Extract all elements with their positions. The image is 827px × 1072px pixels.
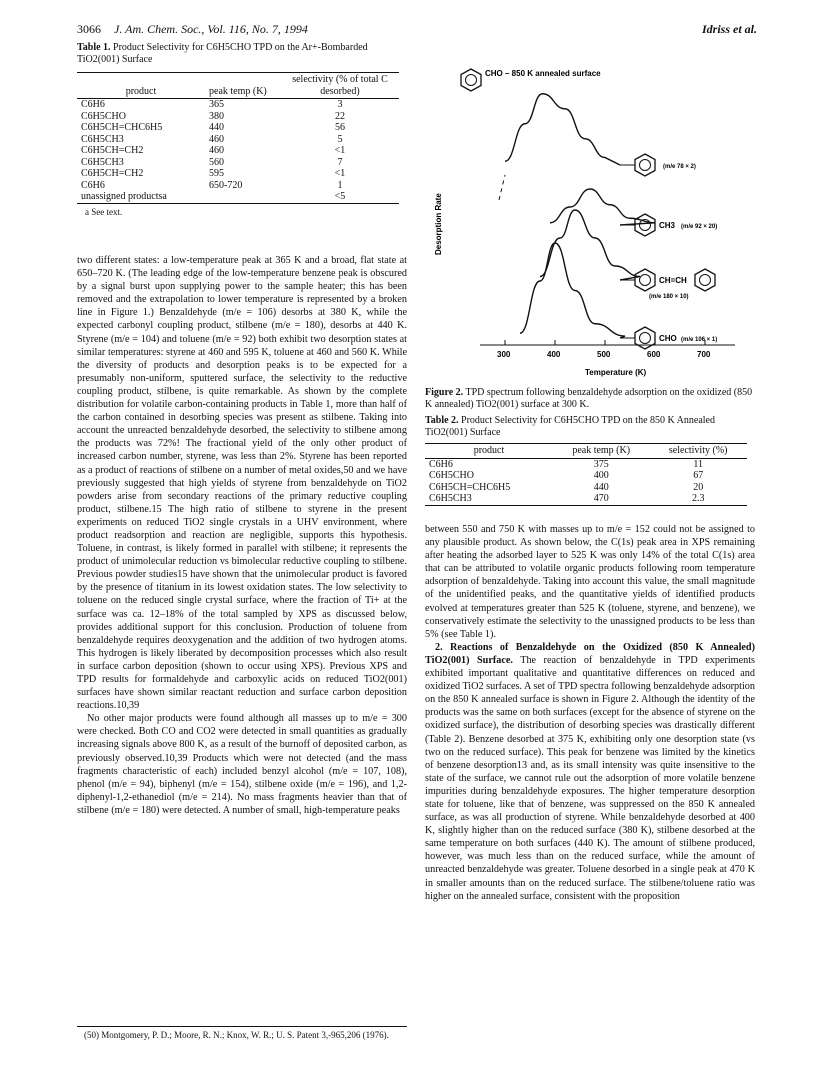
table-2-header-selectivity: selectivity (%) bbox=[668, 445, 728, 456]
trace-layer bbox=[499, 94, 655, 338]
journal-citation: J. Am. Chem. Soc., Vol. 116, No. 7, 1994 bbox=[114, 22, 308, 36]
benzene-ring-icon bbox=[635, 214, 655, 236]
trace-scale-label: (m/e 180 × 10) bbox=[649, 294, 689, 300]
table-1-cell: <1 bbox=[334, 145, 346, 156]
trace-scale-label: (m/e 78 × 2) bbox=[663, 164, 696, 170]
tpd-trace bbox=[520, 243, 625, 338]
table-1-caption bbox=[77, 42, 407, 66]
table-2-cell: 11 bbox=[693, 458, 704, 470]
table-1-row bbox=[77, 191, 399, 203]
left-paragraph-1: two different states: a low-temperature peak at 365 K and a broad, flat state at 650–720 K. (The leading edge of the low-temperature benzene peak is obscured by a signal burst upon supplying power to the sample heater; this has been removed and the extrapolation to lower temperature is represented by a broken line in Figure 1.) Benzaldehyde (m/e = 106) desorbs at 380 K, while the expected carbonyl coupling product, stilbene (m/e = 180), desorbs at 440 K. Styrene (m/e = 104) and toluene (m/e = 92) both exhibit two desorption states at similar temperatures: styrene at 460 and 595 K, toluene at 460 and 560 K. While the diversity of products and desorption peaks is to be expected for a presumably non-uniform, sputtered surface, the selectivity to the reductive coupling product, stilbene, is quite remarkable. As shown by the complete distribution for volatile carbon-containing products in Table 1, more than half of the carbon contained in desorbing species was present as stilbene. Taking into account the unreacted benzaldehyde desorbed, the selectivity to stilbene among the products was 72%! The fractional yield of the only other product of increased carbon number, styrene, was less than 2%. Styrene has been reported as a product of reactions of stilbene on a number of metal oxides,50 and we have previously suggested that high yields of styrene from benzaldehyde on TiO2 powders arise from secondary reactions of the primary reductive coupling product, stilbene.15 The high ratio of stilbene to styrene in the present experiments on reduced TiO2 single crystals in a UHV environment, where product readsorption and reaction are negligible, supports this hypothesis. Toluene, in contrast, is likely formed in parallel with stilbene; it represents the product of unimolecular reduction vs bimolecular reductive coupling to stilbene. Previous powder studies15 have shown that the unimolecular product is favored by the presence of titanium in its lowest oxidation states. The low selectivity to toluene on the reduced single crystal surface, where the fraction of Ti+ at the surface was ca. 12–18% of the total sampled by XPS as discussed below, provides additional support for this conclusion. Production of toluene from benzaldehyde requires deoxygenation and the addition of two hydrogen atoms. This hydrogen is likely liberated by decomposition processes which also result in surface carbon deposition (shown to occur using XPS). Previous XPS and TPD results for formaldehyde and carboxylic acids on reduced TiO2(001) surfaces have shown similar reactant reduction and surface carbon deposition reactions.10,39 bbox=[77, 255, 407, 712]
left-footnote-50: (50) Montgomery, P. D.; Moore, R. N.; Knox, W. R.; U. S. Patent 3,-965,206 (1976). bbox=[84, 1030, 389, 1040]
table-1-header-product: product bbox=[125, 85, 157, 97]
table-1-cell: unassigned productsa bbox=[81, 191, 167, 202]
right-paragraph-1: between 550 and 750 K with masses up to m/e = 152 could not be assigned to any plausible product. As shown below, the C(1s) peak area in XPS remaining after heating the adsorbed layer to 525 K was only 14% of the total C(1s) area that can be attributed to volatile organic products following room temperature adsorption of benzaldehyde. Taking into account this value, the small magnitude of the unidentified peaks, and the quantitative yields of identified products evolved at temperatures greater than 525 K (toluene, styrene, and benzene), we conservatively estimate the selectivity to the unassigned products to be less than 5% (see Table 1). bbox=[425, 524, 755, 640]
table-2-caption-text: Product Selectivity for C6H5CHO TPD on the 850 K Annealed TiO2(001) Surface bbox=[425, 415, 715, 438]
table-1-cell: 56 bbox=[335, 122, 345, 133]
table-1-cell: C6H5CH3 bbox=[81, 133, 124, 145]
table-2-cell: 440 bbox=[593, 481, 609, 493]
table-1-cell: C6H5CH=CH2 bbox=[81, 145, 144, 156]
tpd-chart bbox=[425, 55, 755, 385]
x-tick-label: 300 bbox=[497, 350, 511, 359]
table-1-header-selectivity: selectivity (% of total C desorbed) bbox=[292, 74, 388, 97]
trace-group-label: CH=CH bbox=[659, 276, 687, 285]
table-1-row bbox=[77, 180, 399, 192]
table-1-cell: 380 bbox=[209, 110, 224, 122]
figure-title: CHO – 850 K annealed surface bbox=[485, 69, 601, 78]
table-1-cell: C6H6 bbox=[81, 179, 105, 191]
table-1-cell: 650-720 bbox=[209, 179, 243, 191]
table-1-row bbox=[77, 111, 399, 123]
table-1-cell: C6H5CH=CH2 bbox=[81, 168, 144, 179]
section-heading: 2. Reactions of Benzaldehyde on the Oxidized (850 K Annealed) TiO2(001) Surface. bbox=[425, 641, 755, 666]
table-2-cell: C6H5CHO bbox=[429, 470, 475, 481]
table-2-body bbox=[425, 458, 747, 505]
table-1-cell: 5 bbox=[337, 133, 343, 145]
table-1-cell: C6H5CH=CHC6H5 bbox=[81, 122, 163, 133]
table-2-cell: 400 bbox=[593, 470, 609, 481]
trace-group-label: CHO bbox=[659, 334, 677, 343]
table-2-row bbox=[425, 458, 747, 470]
x-tick-label: 700 bbox=[697, 350, 711, 359]
table-2-cell: 67 bbox=[693, 470, 704, 481]
x-axis-label: Temperature (K) bbox=[585, 368, 647, 377]
header-authors: Idriss et al. bbox=[701, 22, 757, 36]
right-paragraph-2 bbox=[425, 641, 755, 903]
table-1-label: Table 1. bbox=[77, 42, 111, 53]
table-1-cell: <1 bbox=[334, 168, 346, 179]
table-2-cell: 20 bbox=[693, 481, 704, 493]
table-1-row bbox=[77, 157, 399, 169]
table-1-cell: 3 bbox=[337, 99, 343, 110]
benzene-ring-icon bbox=[635, 154, 655, 176]
table-2-header-temp: peak temp (K) bbox=[572, 445, 631, 456]
figure-2-caption bbox=[425, 387, 755, 411]
benzene-ring-icon bbox=[695, 269, 715, 291]
table-1-cell: 7 bbox=[337, 156, 343, 168]
trace-label-layer bbox=[635, 154, 717, 349]
table-2-row bbox=[425, 482, 747, 494]
x-tick-label: 400 bbox=[547, 350, 561, 359]
benzene-ring-icon bbox=[635, 327, 655, 349]
table-1-cell: <5 bbox=[334, 191, 346, 202]
table-2-row bbox=[425, 470, 747, 482]
table-1-header-temp: peak temp (K) bbox=[209, 85, 267, 97]
table-1-footnote: a See text. bbox=[85, 206, 123, 217]
table-1-cell: C6H5CH3 bbox=[81, 156, 124, 168]
table-2-cell: C6H5CH3 bbox=[429, 493, 472, 504]
table-1-cell: 460 bbox=[209, 145, 224, 156]
table-1-caption-text: Product Selectivity for C6H5CHO TPD on the Ar+-Bombarded TiO2(001) Surface bbox=[77, 42, 368, 65]
table-2-cell: 470 bbox=[593, 493, 609, 504]
table-2-row bbox=[425, 493, 747, 505]
table-1-cell: C6H6 bbox=[81, 99, 105, 110]
right-column bbox=[425, 523, 755, 903]
figure-2-label: Figure 2. bbox=[425, 387, 464, 398]
table-1 bbox=[77, 42, 407, 218]
left-column bbox=[77, 254, 407, 817]
right-paragraph-2-text: The reaction of benzaldehyde in TPD experiments exhibited important qualitative and quantitative differences on reduced and oxidized TiO2 surfaces. A set of TPD spectra following benzaldehyde adsorption on the 850 K annealed surface is shown in Figure 2. Although the identity of the products was the same on both surfaces (except for the absence of styrene on the oxidized surface), the distribution of desorbing species was drastically different (Table 2). Benzene desorbed at 375 K, exhibiting only one desorption state (vs two on the reduced surface). This peak for benzene was limited by the kinetics of benzene desorption13 and, as its small intensity was quite insensitive to the state of the surface, we cannot rule out the adsorption of more volatile benzene impurities during benzaldehyde exposures. The higher temperature desorption state for toluene, like that of benzene, was suppressed on the 850 K annealed surface, as was all production of styrene. While benzaldehyde desorbed at 400 K, slightly higher than on the reduced surface (380 K), stilbene desorbed at the same temperature on both surfaces (440 K). The amount of stilbene produced, however, was much less than on the reduced surface, while the amount of unreacted benzaldehyde was greater. Toluene desorbed in a single peak at 470 K in smaller amounts than on the reduced surface. The stilbene/toluene ratio was higher on the annealed surface, consistent with the proposition bbox=[425, 654, 755, 902]
table-2-cell: C6H5CH=CHC6H5 bbox=[429, 481, 511, 493]
footnote-rule bbox=[77, 1026, 407, 1027]
table-2 bbox=[425, 415, 755, 506]
table-1-row bbox=[77, 168, 399, 180]
table-1-row bbox=[77, 145, 399, 157]
tpd-trace bbox=[505, 94, 620, 165]
table-1-cell: 1 bbox=[337, 179, 343, 191]
page-number: 3066 bbox=[77, 22, 101, 36]
benzene-ring-icon bbox=[461, 69, 481, 91]
x-ticks bbox=[497, 340, 711, 359]
table-1-cell: 460 bbox=[209, 133, 224, 145]
table-2-grid bbox=[425, 443, 747, 506]
tpd-trace bbox=[550, 189, 655, 225]
x-tick-label: 600 bbox=[647, 350, 661, 359]
left-paragraph-2: No other major products were found although all masses up to m/e = 300 were checked. Both CO and CO2 were detected in small quantities as gradually increasing signals above 800 K, as a result of the burnoff of deposited carbon, as previously observed.10,39 Products which were not detected (and the mass fragments characteristic of each) included benzyl alcohol (m/e = 107, 108), phenol (m/e = 94), biphenyl (m/e = 154), stilbene oxide (m/e = 196), and 1,2-diphenyl-1,2-ethanediol (m/e = 214). No mass fragments heavier than that of stilbene (m/e = 180) were detected. A number of small, high-temperature peaks bbox=[77, 713, 407, 816]
table-1-cell: 440 bbox=[209, 122, 224, 133]
table-1-cell bbox=[205, 191, 281, 203]
table-1-cell: 22 bbox=[335, 110, 345, 122]
table-2-caption bbox=[425, 415, 755, 439]
running-header bbox=[77, 22, 757, 37]
table-1-row bbox=[77, 122, 399, 134]
x-tick-label: 500 bbox=[597, 350, 611, 359]
y-axis-label: Desorption Rate bbox=[434, 193, 443, 255]
table-1-body bbox=[77, 99, 399, 204]
trace-group-label: CH3 bbox=[659, 221, 676, 230]
table-2-cell: 2.3 bbox=[691, 493, 705, 504]
table-2-header-product: product bbox=[473, 445, 505, 456]
table-1-cell: 595 bbox=[209, 168, 224, 179]
figure-2 bbox=[425, 55, 755, 385]
table-1-grid bbox=[77, 72, 399, 204]
table-2-cell: 375 bbox=[593, 458, 609, 470]
table-1-row bbox=[77, 99, 399, 111]
figure-2-caption-text: TPD spectrum following benzaldehyde adsorption on the oxidized (850 K annealed) TiO2(001) surface at 300 K. bbox=[425, 387, 753, 410]
table-1-row bbox=[77, 134, 399, 146]
table-2-cell: C6H6 bbox=[429, 458, 453, 470]
table-2-label: Table 2. bbox=[425, 415, 459, 426]
table-1-cell: 560 bbox=[209, 156, 224, 168]
extrapolation-dashes bbox=[499, 175, 505, 200]
trace-scale-label: (m/e 106 × 1) bbox=[681, 337, 718, 343]
table-1-cell: C6H5CHO bbox=[81, 110, 127, 122]
table-1-cell: 365 bbox=[209, 99, 224, 110]
benzene-ring-icon bbox=[635, 269, 655, 291]
trace-scale-label: (m/e 92 × 20) bbox=[681, 224, 718, 230]
